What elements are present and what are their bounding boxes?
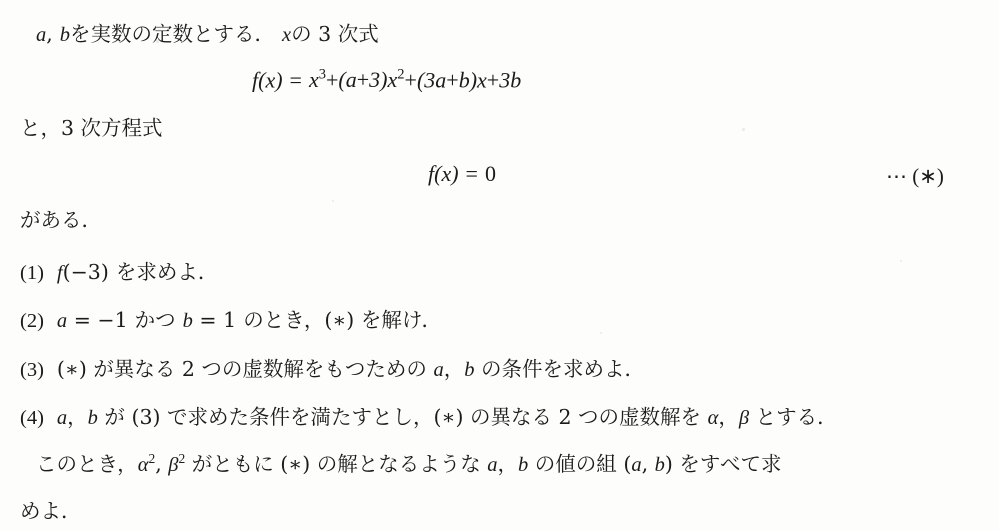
item-4-line2-row — [36, 447, 781, 477]
item-2-number: (2) — [20, 310, 44, 332]
intro-var-x: x — [282, 24, 292, 46]
intro-text: を実数の定数とする． — [70, 22, 276, 46]
cubic-term-1: $x^3$ — [308, 67, 326, 93]
item-3-number: (3) — [20, 359, 44, 381]
item-4-line3-row — [20, 494, 82, 524]
problem-item-2 — [20, 303, 442, 333]
line-and-cubic-equation: と，3 次方程式 — [20, 116, 163, 140]
item-4-line1: a，b が (3) で求めた条件を満たすとし，(∗) の異なる 2 つの虚数解を α，β とする． — [56, 405, 838, 429]
cubic-term-4: 3b — [499, 67, 522, 93]
cubic-lhs: f(x) — [252, 67, 283, 93]
equation-equals: = — [465, 161, 478, 186]
problem-item-4 — [20, 400, 838, 430]
item-4-number: (4) — [20, 407, 44, 429]
line-exists: がある． — [20, 208, 102, 232]
scan-speck — [742, 128, 745, 131]
item-1-number: (1) — [20, 262, 44, 284]
cubic-term-3: (3a+b)x — [416, 67, 487, 93]
item-4-line3: めよ． — [20, 499, 82, 523]
equation-tag: ⋯ (∗) — [886, 164, 944, 188]
intro-var-a: a — [36, 24, 47, 46]
item-2-text: a = −1 かつ b = 1 のとき，(∗) を解け． — [56, 308, 443, 332]
equation-rhs: 0 — [484, 161, 496, 186]
intro-text2: の 3 次式 — [291, 22, 379, 46]
cubic-term-2: $(a+3)x^2$ — [338, 67, 405, 93]
display-equation — [428, 160, 496, 188]
problem-item-3 — [20, 352, 645, 382]
problem-item-1 — [20, 255, 218, 285]
intro-var-b: b — [59, 24, 71, 46]
item-1-text: f(−3) を求めよ． — [56, 260, 219, 284]
scan-speck — [600, 332, 602, 334]
equation-lhs: f(x) — [428, 161, 459, 186]
display-cubic: $f(x) = x^3+(a+3)x^2+(3a+b)x+3b$ — [252, 67, 522, 93]
intro-comma: , — [46, 22, 53, 46]
intro-line — [36, 22, 379, 49]
cubic-equals: = — [289, 67, 302, 93]
scan-speck — [332, 200, 334, 202]
scan-speck — [900, 260, 902, 262]
item-3-text: (∗) が異なる 2 つの虚数解をもつための a，b の条件を求めよ． — [56, 357, 645, 381]
item-4-line2: このとき，$\alpha^2$, $\beta^2$ がともに (∗) の解となるような a，b の値の組 (a, b) をすべて求 — [36, 451, 782, 476]
